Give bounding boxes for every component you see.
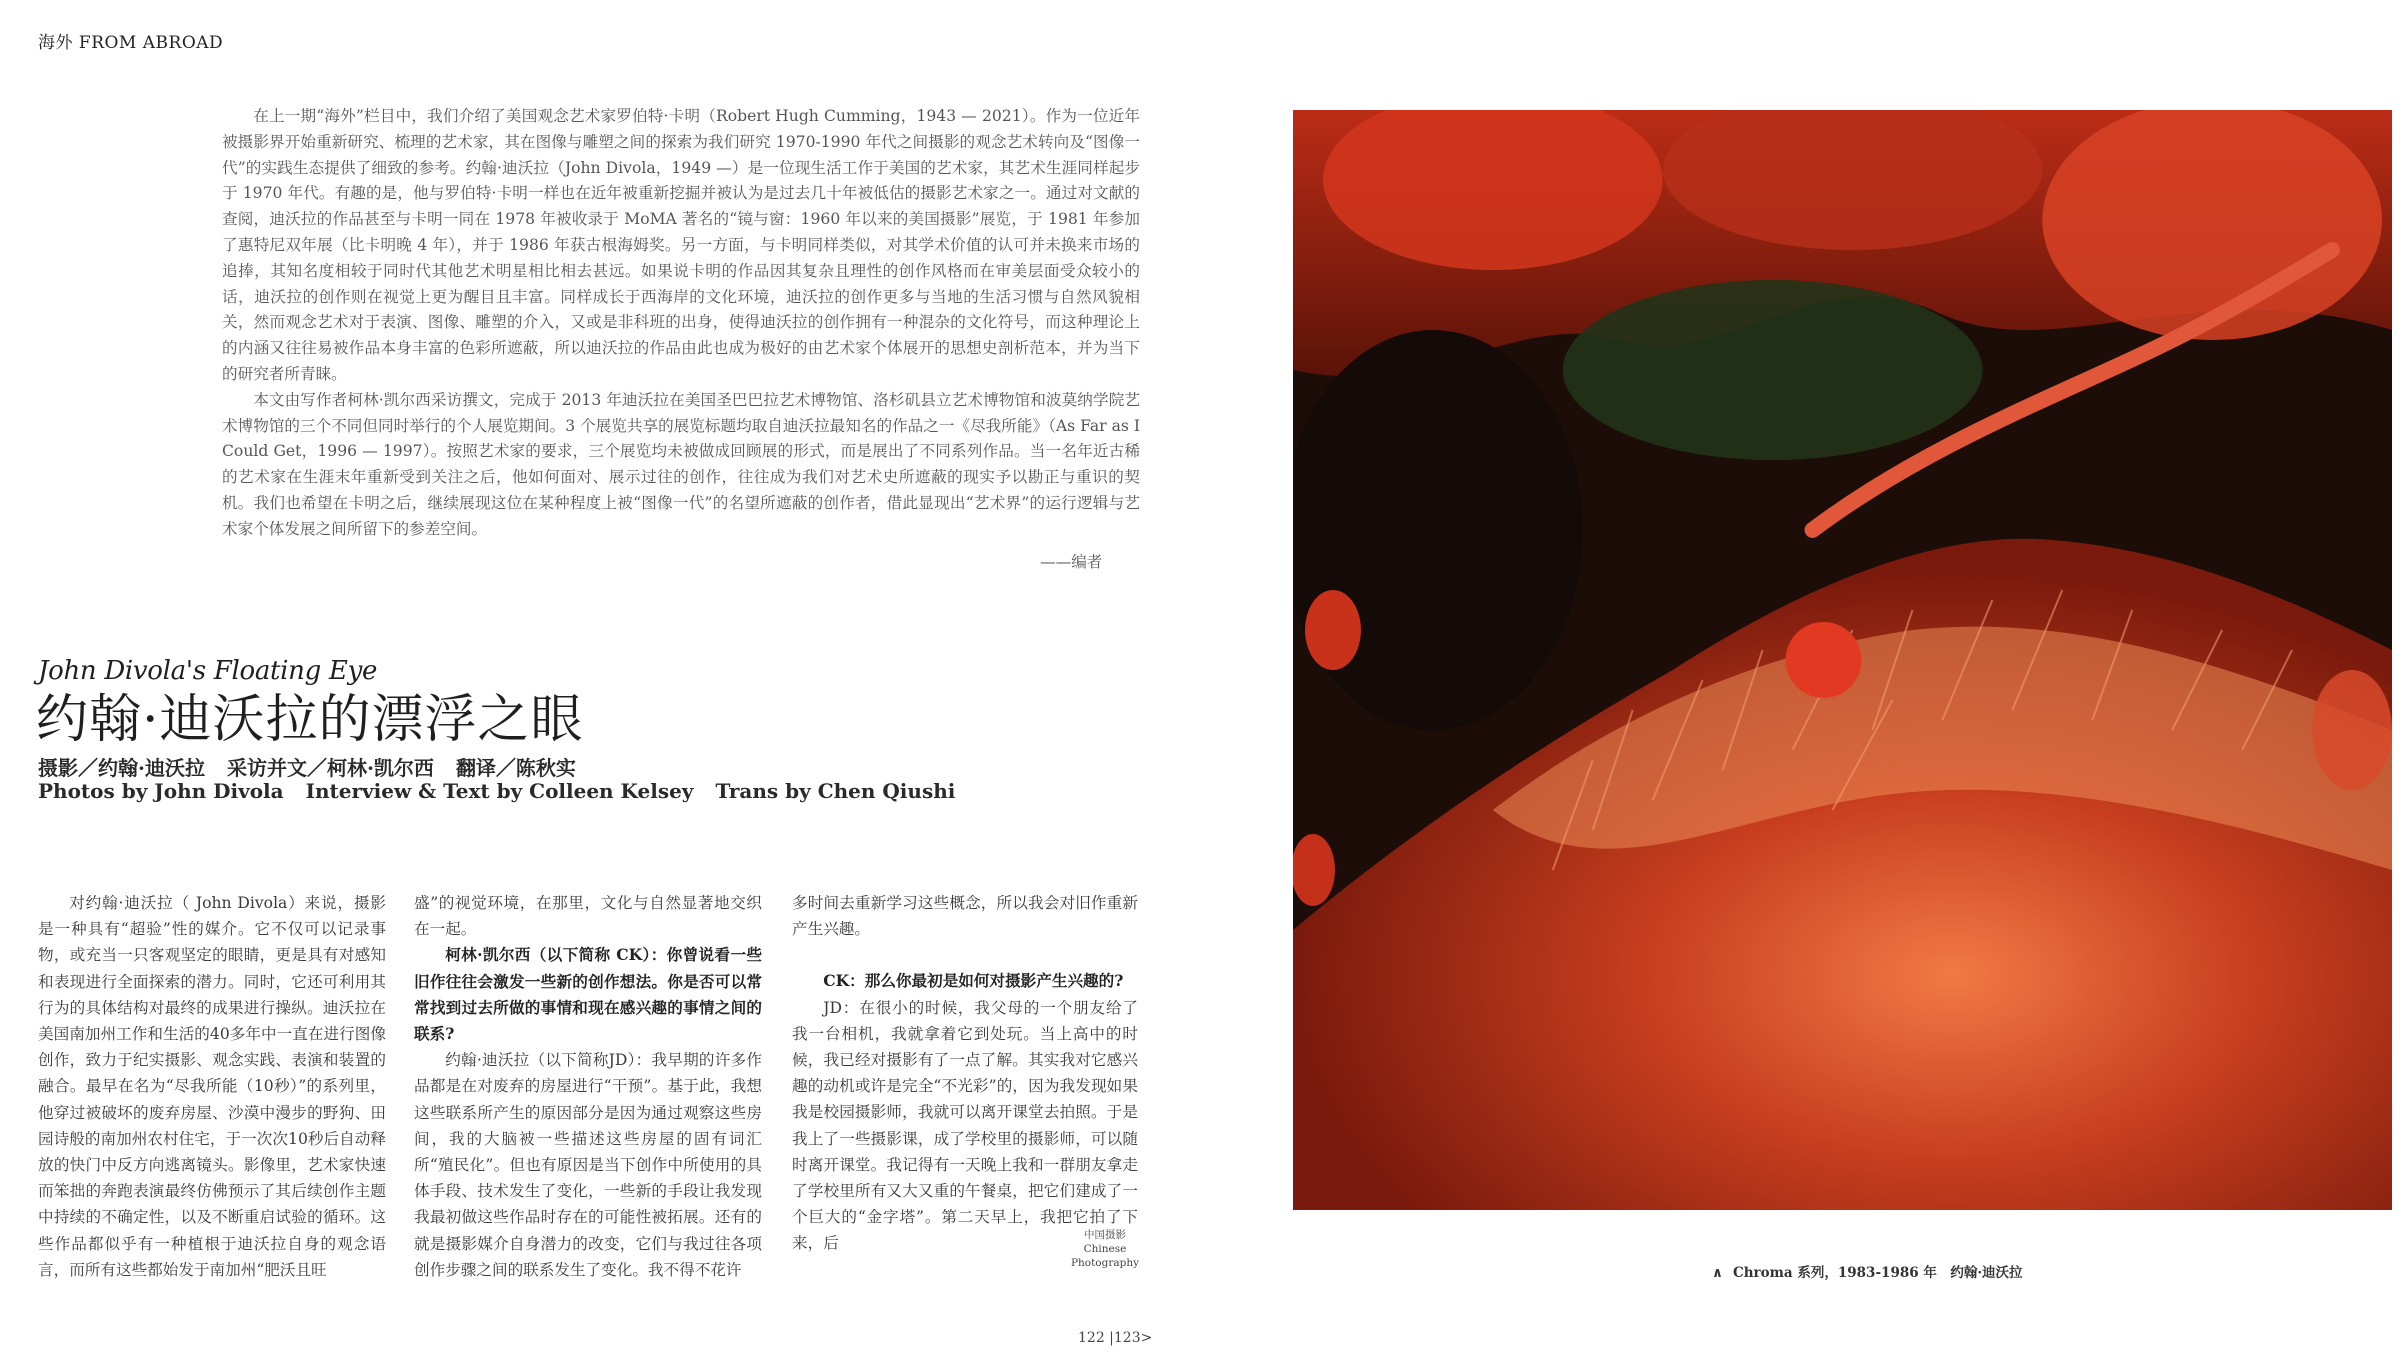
- credit-photographer-zh: 摄影／约翰·迪沃拉: [38, 756, 205, 780]
- magazine-name-zh: 中国摄影: [1084, 1229, 1126, 1241]
- body-column-2: [414, 890, 762, 1283]
- photo-illustration: [1293, 110, 2392, 1210]
- body-paragraph: 多时间去重新学习这些概念，所以我会对旧作重新产生兴趣。: [792, 894, 1138, 939]
- chroma-photograph: [1293, 110, 2392, 1210]
- editor-signature: ——编者: [1040, 553, 1103, 571]
- intro-paragraph: 在上一期“海外”栏目中，我们介绍了美国观念艺术家罗伯特·卡明（Robert Hugh Cumming，1943 — 2021）。作为一位近年被摄影界开始重新研究、梳理的艺术家，其在图像与雕塑之间的探索为我们研究 1970-1990 年代之间摄影的观念艺术转向及“图像一代”的实践生态提供了细致的参考。约翰·迪沃拉（John Divola，1949 —）是一位现生活工作于美国的艺术家，其艺术生涯同样起步于 1970 年代。有趣的是，他与罗伯特·卡明一样也在近年被重新挖掘并被认为是过去几十年被低估的摄影艺术家之一。通过对文献的查阅，迪沃拉的作品甚至与卡明一同在 1978 年被收录于 MoMA 著名的“镜与窗：1960 年以来的美国摄影”展览，于 1981 年参加了惠特尼双年展（比卡明晚 4 年），并于 1986 年获古根海姆奖。另一方面，与卡明同样类似，对其学术价值的认可并未换来市场的追捧，其知名度相较于同时代其他艺术明星相比相去甚远。如果说卡明的作品因其复杂且理性的创作风格而在审美层面受众较小的话，迪沃拉的创作则在视觉上更为醒目且丰富。同样成长于西海岸的文化环境，迪沃拉的创作更多与当地的生活习惯与自然风貌相关，然而观念艺术对于表演、图像、雕塑的介入，又或是非科班的出身，使得迪沃拉的创作拥有一种混杂的文化符号，而这种理论上的内涵又往往易被作品本身丰富的色彩所遮蔽，所以迪沃拉的作品由此也成为极好的由艺术家个体展开的思想史剖析范本，并为当下的研究者所青睐。: [222, 107, 1140, 383]
- body-paragraph: 盛”的视觉环境，在那里，文化与自然显著地交织在一起。: [414, 894, 762, 939]
- credit-author-zh: 采访并文／柯林·凯尔西: [226, 756, 434, 780]
- credit-photographer-en: Photos by John Divola: [38, 779, 284, 803]
- credit-author-en: Interview & Text by Colleen Kelsey: [305, 779, 694, 803]
- magazine-name-en-line2: Photography: [1070, 1257, 1140, 1269]
- body-column-1: [38, 890, 386, 1283]
- interview-answer: 约翰·迪沃拉（以下简称JD）：我早期的许多作品都是在对废弃的房屋进行“干预”。基于此，我想这些联系所产生的原因部分是因为通过观察这些房间，我的大脑被一些描述这些房屋的固有词汇所“殖民化”。但也有原因是当下创作中所使用的具体手段、技术发生了变化，一些新的手段让我发现我最初做这些作品时存在的可能性被拓展。还有的就是摄影媒介自身潜力的改变，它们与我过往各项创作步骤之间的联系发生了变化。我不得不花许: [414, 1051, 762, 1279]
- page-numbers: 122 |123>: [1078, 1330, 1153, 1346]
- interview-answer: JD：在很小的时候，我父母的一个朋友给了我一台相机，我就拿着它到处玩。当上高中的时候，我已经对摄影有了一点了解。其实我对它感兴趣的动机或许是完全“不光彩”的，因为我发现如果我是校园摄影师，我就可以离开课堂去拍照。于是我上了一些摄影课，成了学校里的摄影师，可以随时离开课堂。我记得有一天晚上我和一群朋友拿走了学校里所有又大又重的午餐桌，把它们建成了一个巨大的“金字塔”。第二天早上，我把它拍了下来，后: [792, 998, 1138, 1253]
- magazine-logo: [1062, 1228, 1148, 1270]
- credits-chinese: [38, 752, 598, 781]
- interview-question: 柯林·凯尔西（以下简称 CK）：你曾说看一些旧作往往会激发一些新的创作想法。你是否可以常常找到过去所做的事情和现在感兴趣的事情之间的联系?: [414, 945, 762, 1044]
- intro-paragraph: 本文由写作者柯林·凯尔西采访撰文，完成于 2013 年迪沃拉在美国圣巴巴拉艺术博物馆、洛杉矶县立艺术博物馆和波莫纳学院艺术博物馆的三个不同但同时举行的个人展览期间。3 个展览共享的展览标题均取自迪沃拉最知名的作品之一《尽我所能》（As Far as I Could Get，1996 — 1997）。按照艺术家的要求，三个展览均未被做成回顾展的形式，而是展出了不同系列作品。当一名年近古稀的艺术家在生涯末年重新受到关注之后，他如何面对、展示过往的创作，往往成为我们对艺术史所遮蔽的现实予以勘正与重识的契机。我们也希望在卡明之后，继续展现这位在某种程度上被“图像一代”的名望所遮蔽的创作者，借此显现出“艺术界”的运行逻辑与艺术家个体发展之间所留下的参差空间。: [222, 390, 1140, 538]
- body-column-3: [792, 890, 1138, 1257]
- magazine-name-en-line1: Chinese: [1083, 1243, 1127, 1255]
- section-label: 海外 FROM ABROAD: [38, 33, 224, 53]
- interview-question: CK：那么你最初是如何对摄影产生兴趣的?: [823, 971, 1124, 991]
- caption-arrow-icon: ∧: [1712, 1265, 1723, 1281]
- article-title-chinese: 约翰·迪沃拉的漂浮之眼: [36, 690, 584, 750]
- credit-translator-zh: 翻译／陈秋实: [455, 756, 576, 780]
- photo-caption: [1712, 1261, 2023, 1281]
- editor-introduction: [222, 104, 1140, 543]
- article-title-english: John Divola's Floating Eye: [38, 656, 378, 686]
- credits-english: [38, 779, 977, 803]
- credit-translator-en: Trans by Chen Qiushi: [715, 779, 956, 803]
- caption-text: Chroma 系列，1983-1986 年 约翰·迪沃拉: [1732, 1265, 2023, 1281]
- body-paragraph: 对约翰·迪沃拉（ John Divola）来说，摄影是一种具有“超验”性的媒介。它不仅可以记录事物，或充当一只客观坚定的眼睛，更是具有对感知和表现进行全面探索的潜力。同时，它还可利用其行为的具体结构对最终的成果进行操纵。迪沃拉在美国南加州工作和生活的40多年中一直在进行图像创作，致力于纪实摄影、观念实践、表演和装置的融合。最早在名为“尽我所能（10秒）”的系列里，他穿过被破坏的废弃房屋、沙漠中漫步的野狗、田园诗般的南加州农村住宅，于一次次10秒后自动释放的快门中反方向逃离镜头。影像里，艺术家快速而笨拙的奔跑表演最终仿佛预示了其后续创作主题中持续的不确定性，以及不断重启试验的循环。这些作品都似乎有一种植根于迪沃拉自身的观念语言，而所有这些都始发于南加州“肥沃且旺: [38, 894, 386, 1279]
